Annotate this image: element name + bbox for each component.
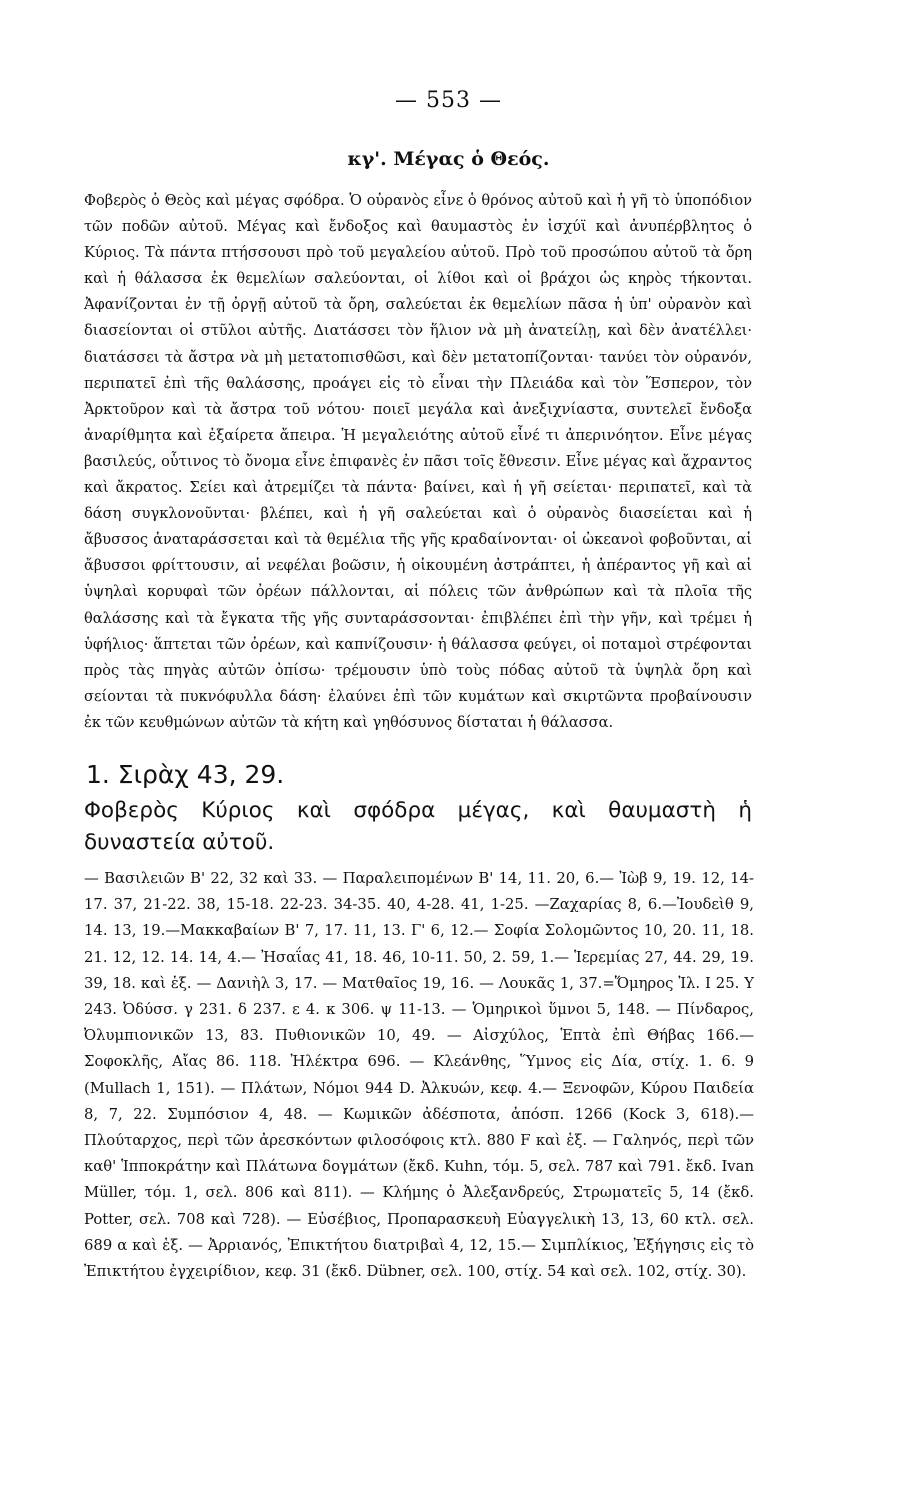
quote-text: Φοβερὸς Κύριος καὶ σφόδρα μέγας, καὶ θαυμαστὴ ἡ δυναστεία αὐτοῦ. [84,798,752,855]
body-paragraph: Φοβερὸς ὁ Θεὸς καὶ μέγας σφόδρα. Ὁ οὐρανὸς εἶνε ὁ θρόνος αὐτοῦ καὶ ἡ γῆ τὸ ὑποπόδιον τῶν ποδῶν αὐτοῦ. Μέγας καὶ ἔνδοξος καὶ θαυμαστὸς ἐν ἰσχύϊ καὶ ἀνυπέρβλητος ὁ Κύριος. Τὰ πάντα πτήσσουσι πρὸ τοῦ μεγαλείου αὐτοῦ. Πρὸ τοῦ προσώπου αὐτοῦ τὰ ὄρη καὶ ἡ θάλασσα ἐκ θεμελίων σαλεύονται, οἱ λίθοι καὶ οἱ βράχοι ὡς κηρὸς τήκονται. Ἀφανίζονται ἐν τῇ ὀργῇ αὐτοῦ τὰ ὄρη, σαλεύεται ἐκ θεμελίων πᾶσα ἡ ὑπ' οὐρανὸν καὶ διασείονται οἱ στῦλοι αὐτῆς. Διατάσσει τὸν ἥλιον νὰ μὴ ἀνατείλῃ, καὶ δὲν ἀνατέλλει· διατάσσει τὰ ἄστρα νὰ μὴ μετατοπισθῶσι, καὶ δὲν μετατοπίζονται· τανύει τὸν οὐρανόν, περιπατεῖ ἐπὶ τῆς θαλάσσης, προάγει εἰς τὸ εἶναι τὴν Πλειάδα καὶ τὸν Ἕσπερον, τὸν Ἀρκτοῦρον καὶ τὰ ἄστρα τοῦ νότου· ποιεῖ μεγάλα καὶ ἀνεξιχνίαστα, συντελεῖ ἔνδοξα ἀναρίθμητα καὶ ἐξαίρετα ἄπειρα. Ἡ μεγαλειότης αὐτοῦ εἶνέ τι ἀπερινόητον. Εἶνε μέγας βασιλεύς, οὗτινος τὸ ὄνομα εἶνε ἐπιφανὲς ἐν πᾶσι τοῖς ἔθνεσιν. Εἶνε μέγας καὶ ἄχραντος καὶ ἄκρατος. Σείει καὶ ἀτρεμίζει τὰ πάντα· βαίνει, καὶ ἡ γῆ σείεται· περιπατεῖ, καὶ τὰ δάση συγκλονοῦνται· βλέπει, καὶ ἡ γῆ σαλεύεται καὶ ὁ οὐρανὸς διασείεται καὶ ἡ ἄβυσσος ἀναταράσσεται καὶ τὰ θεμέλια τῆς γῆς κραδαίνονται· οἱ ὠκεανοὶ φοβοῦνται, αἱ ἄβυσσοι φρίττουσιν, αἱ νεφέλαι βοῶσιν, ἡ οἰκουμένη ἀστράπτει, ἡ ἀπέραντος γῆ καὶ αἱ ὑψηλαὶ κορυφαὶ τῶν ὀρέων πάλλονται, αἱ πόλεις τῶν ἀνθρώπων καὶ τὰ πλοῖα τῆς θαλάσσης καὶ τὰ ἔγκατα τῆς γῆς συνταράσσονται· ἐπιβλέπει ἐπὶ τὴν γῆν, καὶ τρέμει ἡ ὑφήλιος· ἅπτεται τῶν ὀρέων, καὶ καπνίζουσιν· ἡ θάλασσα φεύγει, οἱ ποταμοὶ στρέφονται πρὸς τὰς πηγὰς αὐτῶν ὀπίσω· τρέμουσιν ὑπὸ τοὺς πόδας αὐτοῦ τὰ ὑψηλὰ ὄρη καὶ σείονται τὰ πυκνόφυλλα δάση· ἐλαύνει ἐπὶ τῶν κυμάτων καὶ σκιρτῶντα προβαίνουσιν ἐκ τῶν κευθμώνων αὐτῶν τὰ κήτη καὶ γηθόσυνος δίσταται ἡ θάλασσα. [84,192,752,731]
quote-reference: 1. Σιρὰχ 43, 29. [86,760,285,789]
page-number: — 553 — [395,88,502,113]
references-paragraph: — Βασιλειῶν Β' 22, 32 καὶ 33. — Παραλειπομένων Β' 14, 11. 20, 6.— Ἰὼβ 9, 19. 12, 14-17. 37, 21-22. 38, 15-18. 22-23. 34-35. 40, 4-28. 41, 1-25. —Ζαχαρίας 8, 6.—Ἰουδεὶθ 9, 14. 13, 19.—Μακκαβαίων Β' 7, 17. 11, 13. Γ' 6, 12.— Σοφία Σολομῶντος 10, 20. 11, 18. 21. 12, 12. 14. 14, 4.— Ἠσαΐας 41, 18. 46, 10-11. 50, 2. 59, 1.— Ἱερεμίας 27, 44. 29, 19. 39, 18. καὶ ἑξ. — Δανιὴλ 3, 17. — Ματθαῖος 19, 16. — Λουκᾶς 1, 37.=Ὅμηρος Ἰλ. Ι 25. Υ 243. Ὀδύσσ. γ 231. δ 237. ε 4. κ 306. ψ 11-13. — Ὁμηρικοὶ ὕμνοι 5, 148. — Πίνδαρος, Ὀλυμπιονικῶν 13, 83. Πυθιονικῶν 10, 49. — Αἰσχύλος, Ἑπτὰ ἐπὶ Θήβας 166.— Σοφοκλῆς, Αἴας 86. 118. Ἠλέκτρα 696. — Κλεάνθης, Ὕμνος εἰς Δία, στίχ. 1. 6. 9 (Mullach 1, 151). — Πλάτων, Νόμοι 944 D. Ἀλκυών, κεφ. 4.— Ξενοφῶν, Κύρου Παιδεία 8, 7, 22. Συμπόσιον 4, 48. — Κωμικῶν ἀδέσποτα, ἀπόσπ. 1266 (Kock 3, 618).— Πλούταρχος, περὶ τῶν ἀρεσκόντων φιλοσόφοις κτλ. 880 F καὶ ἑξ. — Γαληνός, περὶ τῶν καθ' Ἱπποκράτην καὶ Πλάτωνα δογμάτων (ἔκδ. Kuhn, τόμ. 5, σελ. 787 καὶ 791. ἔκδ. Ivan Müller, τόμ. 1, σελ. 806 καὶ 811). — Κλήμης ὁ Ἀλεξανδρεύς, Στρωματεῖς 5, 14 (ἔκδ. Potter, σελ. 708 καὶ 728). — Εὐσέβιος, Προπαρασκευὴ Εὐαγγελικὴ 13, 13, 60 κτλ. σελ. 689 α καὶ ἑξ. — Ἀρριανός, Ἐπικτήτου διατριβαὶ 4, 12, 15.— Σιμπλίκιος, Ἐξήγησις εἰς τὸ Ἐπικτήτου ἐγχειρίδιον, κεφ. 31 (ἔκδ. Dübner, σελ. 100, στίχ. 54 καὶ σελ. 102, στίχ. 30). [84,870,754,1281]
section-title: κγ'. Μέγας ὁ Θεός. [347,148,550,170]
